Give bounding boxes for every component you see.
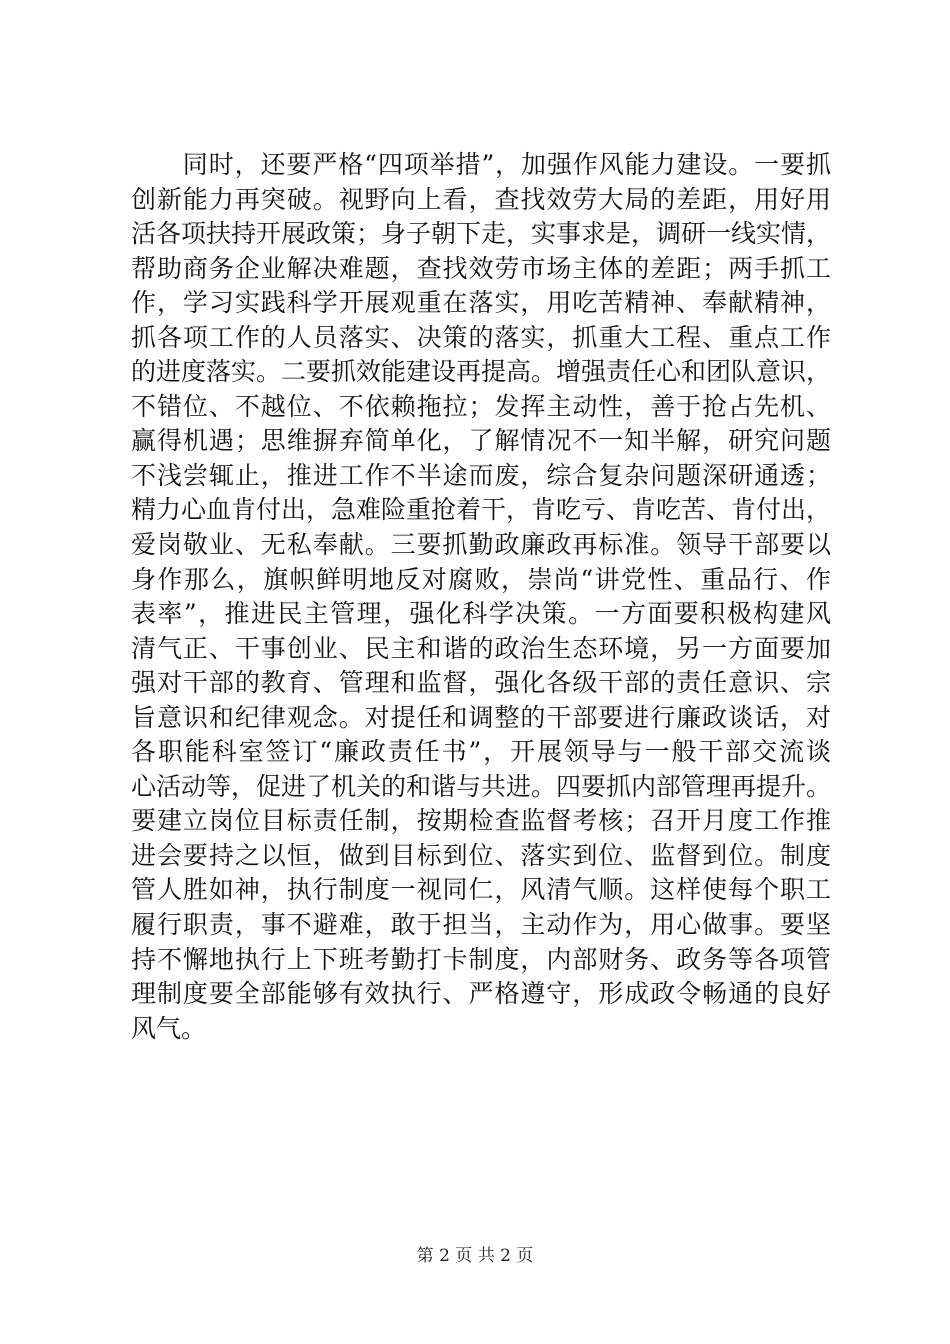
paragraph-line: 赢得机遇；思维摒弃简单化，了解情况不一知半解，研究问题 (131, 426, 831, 456)
paragraph-line: 清气正、干事创业、民主和谐的政治生态环境，另一方面要加 (131, 633, 831, 663)
paragraph-line: 抓各项工作的人员落实、决策的落实，抓重大工程、重点工作 (131, 322, 831, 352)
paragraph-line: 风气。 (131, 1013, 207, 1043)
paragraph-line: 不错位、不越位、不依赖拖拉；发挥主动性，善于抢占先机、 (131, 391, 831, 421)
paragraph-line: 活各项扶持开展政策；身子朝下走，实事求是，调研一线实情， (131, 219, 832, 249)
paragraph-line: 帮助商务企业解决难题，查找效劳市场主体的差距；两手抓工 (131, 253, 831, 283)
page-number-indicator: 第 2 页 共 2 页 (416, 1246, 534, 1266)
paragraph-line: 身作那么，旗帜鲜明地反对腐败，崇尚“讲党性、重品行、作 (131, 564, 831, 594)
paragraph-line: 爱岗敬业、无私奉献。三要抓勤政廉政再标准。领导干部要以 (131, 530, 831, 560)
paragraph-line: 不浅尝辄止，推进工作不半途而废，综合复杂问题深研通透； (131, 460, 831, 490)
paragraph-line: 表率”，推进民主管理，强化科学决策。一方面要积极构建风 (131, 599, 831, 629)
paragraph-line: 要建立岗位目标责任制，按期检查监督考核；召开月度工作推 (131, 806, 831, 836)
paragraph-line: 的进度落实。二要抓效能建设再提高。增强责任心和团队意识， (131, 357, 832, 387)
paragraph-line: 同时，还要严格“四项举措”，加强作风能力建设。一要抓 (131, 150, 831, 179)
paragraph-line: 管人胜如神，执行制度一视同仁，风清气顺。这样使每个职工 (131, 875, 831, 905)
paragraph-line: 精力心血肯付出，急难险重抢着干，肯吃亏、肯吃苦、肯付出， (131, 495, 832, 525)
body-paragraph (131, 148, 831, 1046)
paragraph-line: 持不懈地执行上下班考勤打卡制度，内部财务、政务等各项管 (131, 944, 831, 974)
paragraph-line: 进会要持之以恒，做到目标到位、落实到位、监督到位。制度 (131, 840, 831, 870)
paragraph-line: 创新能力再突破。视野向上看，查找效劳大局的差距，用好用 (131, 184, 831, 214)
paragraph-line: 各职能科室签订“廉政责任书”，开展领导与一般干部交流谈 (131, 737, 831, 767)
page-footer (0, 1244, 950, 1268)
paragraph-line: 作，学习实践科学开展观重在落实，用吃苦精神、奉献精神， (131, 288, 831, 318)
paragraph-line: 心活动等，促进了机关的和谐与共进。四要抓内部管理再提升。 (131, 771, 832, 801)
paragraph-line: 理制度要全部能够有效执行、严格遵守，形成政令畅通的良好 (131, 979, 831, 1009)
paragraph-line: 履行职责，事不避难，敢于担当，主动作为，用心做事。要坚 (131, 910, 831, 940)
paragraph-line: 强对干部的教育、管理和监督，强化各级干部的责任意识、宗 (131, 668, 831, 698)
paragraph-line: 旨意识和纪律观念。对提任和调整的干部要进行廉政谈话，对 (131, 702, 831, 732)
